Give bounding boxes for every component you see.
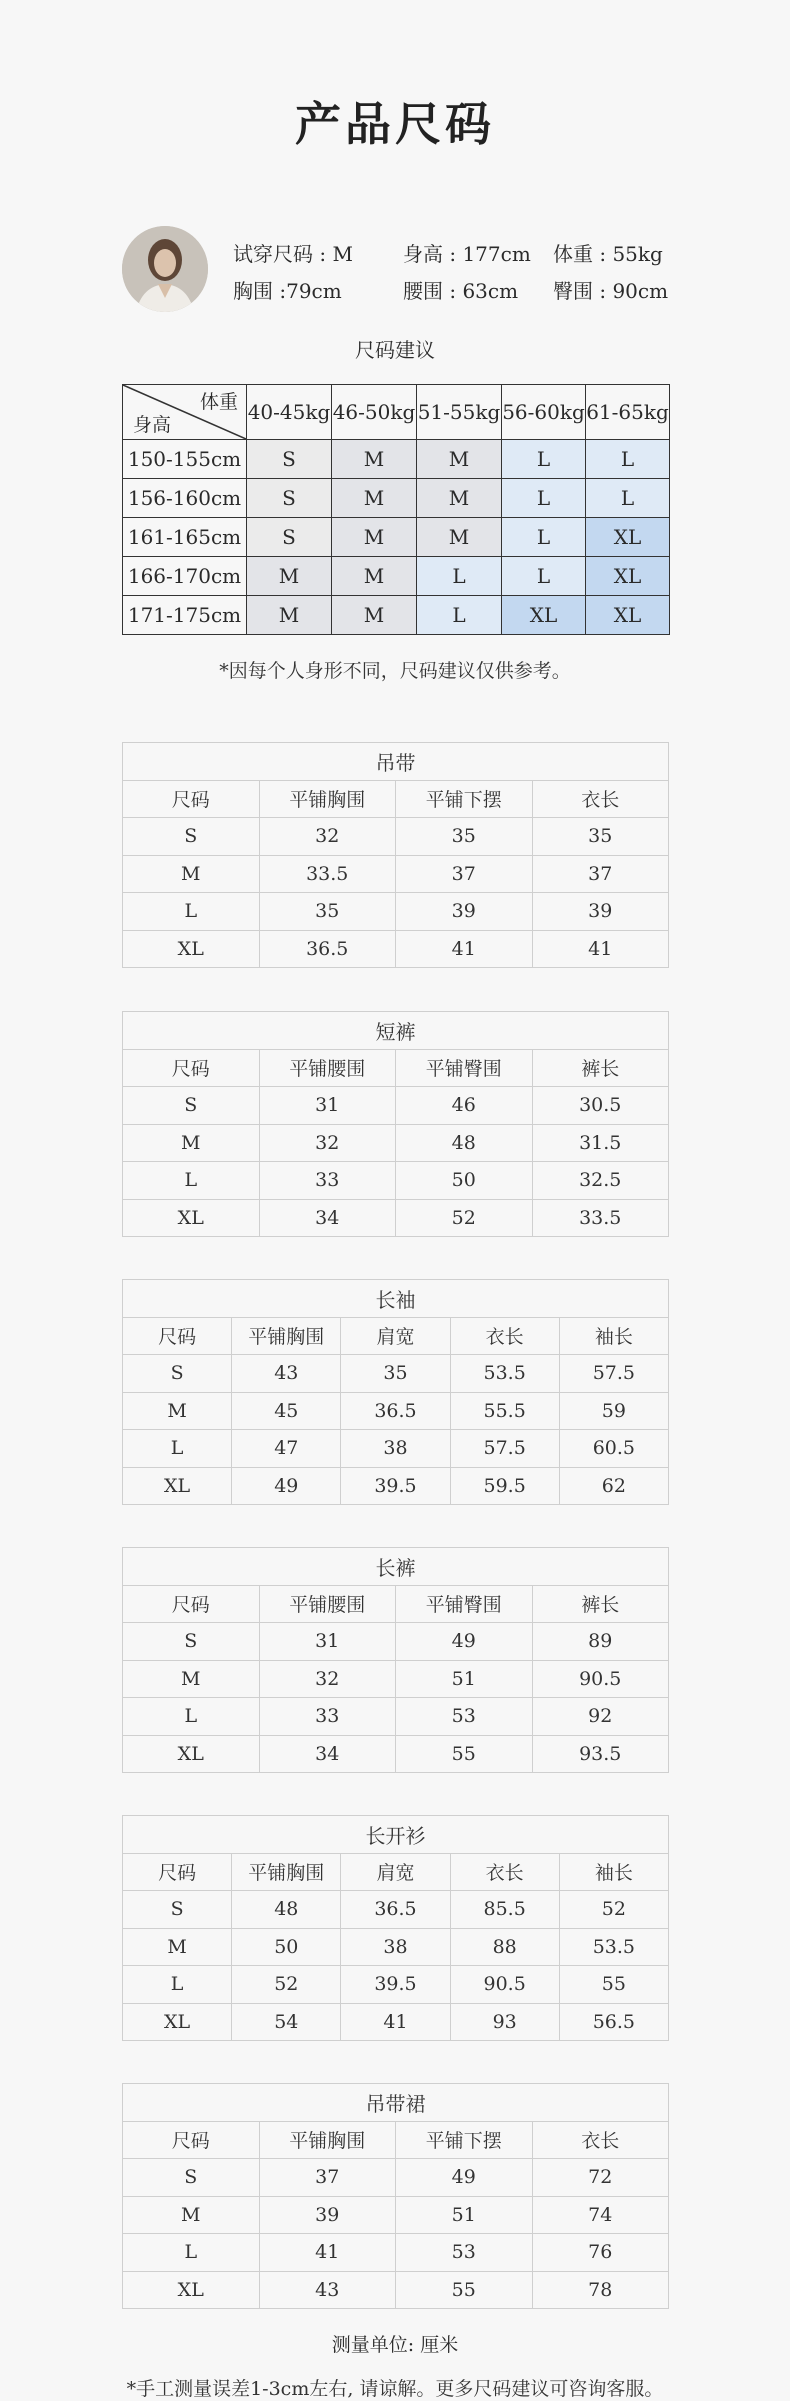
table-cell: 72 [532, 2159, 669, 2197]
table-header-row [123, 1317, 669, 1355]
column-header: 平铺臀围 [396, 1049, 533, 1087]
table-cell: S [123, 818, 260, 856]
table-cell: XL [123, 1199, 260, 1237]
table-cell: 41 [532, 930, 669, 968]
table-row [123, 893, 669, 931]
model-avatar [122, 226, 208, 312]
table-cell: 92 [532, 1698, 669, 1736]
table-cell: XL [123, 930, 260, 968]
height-label: 150-155cm [123, 440, 247, 479]
table-cell: 41 [341, 2003, 450, 2041]
recommend-note: *因每个人身形不同，尺码建议仅供参考。 [219, 660, 571, 682]
table-cell: XL [123, 1735, 260, 1773]
table-title: 长开衫 [123, 1816, 669, 1854]
model-bust: 胸围 :79cm [233, 279, 342, 303]
table-cell: 32 [259, 1660, 396, 1698]
table-cell: 50 [232, 1928, 341, 1966]
table-cell: 32.5 [532, 1162, 669, 1200]
table-cell: 56.5 [559, 2003, 668, 2041]
table-header-row [123, 780, 669, 818]
size-cell: M [417, 479, 502, 518]
table-cell: 74 [532, 2196, 669, 2234]
recommend-row [123, 518, 670, 557]
unit-label: 测量单位: 厘米 [331, 2334, 459, 2356]
table-cell: M [123, 1392, 232, 1430]
size-cell: S [247, 479, 332, 518]
size-cell: M [247, 557, 332, 596]
size-table-long-sleeve [122, 1279, 669, 1505]
table-cell: 48 [396, 1124, 533, 1162]
table-row [123, 2271, 669, 2309]
table-cell: 39.5 [341, 1467, 450, 1505]
size-cell: L [586, 479, 670, 518]
size-cell: S [247, 440, 332, 479]
size-cell: XL [502, 596, 586, 635]
table-cell: 41 [396, 930, 533, 968]
table-cell: M [123, 855, 260, 893]
table-cell: 34 [259, 1199, 396, 1237]
table-cell: 36.5 [259, 930, 396, 968]
table-cell: 37 [259, 2159, 396, 2197]
table-cell: 33.5 [259, 855, 396, 893]
table-cell: L [123, 1162, 260, 1200]
table-header-row [123, 1049, 669, 1087]
table-cell: 36.5 [341, 1392, 450, 1430]
column-header: 平铺胸围 [232, 1853, 341, 1891]
table-cell: 49 [396, 1623, 533, 1661]
model-height: 身高 : 177cm [403, 242, 531, 266]
table-cell: S [123, 1355, 232, 1393]
size-cell: XL [586, 518, 670, 557]
column-header: 裤长 [532, 1585, 669, 1623]
table-row [123, 1698, 669, 1736]
size-cell: M [332, 440, 417, 479]
table-cell: 48 [232, 1891, 341, 1929]
table-cell: 35 [341, 1355, 450, 1393]
table-cell: 30.5 [532, 1087, 669, 1125]
table-cell: 90.5 [450, 1966, 559, 2004]
table-row [123, 1891, 669, 1929]
column-header: 袖长 [559, 1853, 668, 1891]
table-cell: XL [123, 1467, 232, 1505]
table-row [123, 1162, 669, 1200]
table-row [123, 1430, 669, 1468]
size-cell: L [502, 479, 586, 518]
column-header: 肩宽 [341, 1317, 450, 1355]
size-table-trousers [122, 1547, 669, 1773]
model-hip: 臀围 : 90cm [553, 279, 669, 303]
column-header: 尺码 [123, 1049, 260, 1087]
table-header-row [123, 2121, 669, 2159]
table-cell: 32 [259, 1124, 396, 1162]
table-cell: 57.5 [450, 1430, 559, 1468]
table-cell: 57.5 [559, 1355, 668, 1393]
table-cell: 51 [396, 1660, 533, 1698]
weight-header: 56-60kg [502, 385, 586, 440]
table-row [123, 1392, 669, 1430]
column-header: 衣长 [532, 780, 669, 818]
table-cell: 54 [232, 2003, 341, 2041]
table-header-row [123, 1585, 669, 1623]
table-cell: 31 [259, 1623, 396, 1661]
table-cell: 39.5 [341, 1966, 450, 2004]
table-cell: 33 [259, 1162, 396, 1200]
table-cell: 52 [396, 1199, 533, 1237]
column-header: 裤长 [532, 1049, 669, 1087]
column-header: 衣长 [532, 2121, 669, 2159]
size-table-slip-dress [122, 2083, 669, 2309]
model-info [233, 236, 693, 310]
weight-header: 61-65kg [586, 385, 670, 440]
table-cell: 55.5 [450, 1392, 559, 1430]
table-title: 长裤 [123, 1548, 669, 1586]
size-cell: M [332, 557, 417, 596]
column-header: 平铺腰围 [259, 1585, 396, 1623]
table-row [123, 1199, 669, 1237]
table-cell: 31.5 [532, 1124, 669, 1162]
column-header: 肩宽 [341, 1853, 450, 1891]
table-cell: 35 [259, 893, 396, 931]
table-cell: M [123, 2196, 260, 2234]
table-cell: 89 [532, 1623, 669, 1661]
page-title: 产品尺码 [295, 97, 495, 151]
table-row [123, 1966, 669, 2004]
table-cell: 45 [232, 1392, 341, 1430]
table-cell: 59.5 [450, 1467, 559, 1505]
table-cell: L [123, 2234, 260, 2272]
table-row [123, 2234, 669, 2272]
table-cell: 53 [396, 1698, 533, 1736]
table-cell: 88 [450, 1928, 559, 1966]
table-cell: 59 [559, 1392, 668, 1430]
weight-header: 46-50kg [332, 385, 417, 440]
table-cell: L [123, 1698, 260, 1736]
height-label: 171-175cm [123, 596, 247, 635]
table-cell: 52 [559, 1891, 668, 1929]
size-cell: M [417, 518, 502, 557]
table-cell: XL [123, 2271, 260, 2309]
table-cell: 53.5 [450, 1355, 559, 1393]
table-cell: M [123, 1928, 232, 1966]
table-header-row [123, 1853, 669, 1891]
column-header: 衣长 [450, 1317, 559, 1355]
column-header: 袖长 [559, 1317, 668, 1355]
size-cell: M [417, 440, 502, 479]
size-cell: XL [586, 557, 670, 596]
column-header: 平铺胸围 [259, 2121, 396, 2159]
table-cell: 50 [396, 1162, 533, 1200]
table-row [123, 2159, 669, 2197]
table-cell: 49 [396, 2159, 533, 2197]
table-cell: 55 [559, 1966, 668, 2004]
table-title: 短裤 [123, 1012, 669, 1050]
table-row [123, 2003, 669, 2041]
recommend-header-row [123, 385, 670, 440]
table-cell: L [123, 893, 260, 931]
size-cell: L [502, 440, 586, 479]
table-cell: 39 [396, 893, 533, 931]
table-cell: S [123, 1891, 232, 1929]
table-cell: 43 [259, 2271, 396, 2309]
size-cell: M [247, 596, 332, 635]
column-header: 平铺臀围 [396, 1585, 533, 1623]
height-label: 156-160cm [123, 479, 247, 518]
table-title: 吊带 [123, 743, 669, 781]
table-cell: 39 [259, 2196, 396, 2234]
size-cell: L [586, 440, 670, 479]
model-try-size: 试穿尺码 : M [233, 242, 353, 266]
table-cell: 85.5 [450, 1891, 559, 1929]
column-header: 平铺腰围 [259, 1049, 396, 1087]
table-cell: M [123, 1124, 260, 1162]
column-header: 尺码 [123, 2121, 260, 2159]
size-recommend-table [122, 384, 670, 635]
table-cell: 37 [532, 855, 669, 893]
table-cell: 55 [396, 1735, 533, 1773]
table-cell: 90.5 [532, 1660, 669, 1698]
corner-height-label: 身高 [133, 414, 172, 436]
table-cell: 60.5 [559, 1430, 668, 1468]
table-cell: 37 [396, 855, 533, 893]
size-cell: M [332, 596, 417, 635]
table-row [123, 930, 669, 968]
table-cell: S [123, 1623, 260, 1661]
table-row [123, 855, 669, 893]
disclaimer-note: *手工测量误差1-3cm左右, 请谅解。更多尺码建议可咨询客服。 [126, 2378, 664, 2400]
table-row [123, 2196, 669, 2234]
recommend-title: 尺码建议 [355, 338, 435, 362]
model-waist: 腰围 : 63cm [403, 279, 519, 303]
size-cell: L [417, 557, 502, 596]
table-cell: 51 [396, 2196, 533, 2234]
table-cell: 41 [259, 2234, 396, 2272]
table-cell: 55 [396, 2271, 533, 2309]
column-header: 尺码 [123, 1853, 232, 1891]
table-row [123, 1087, 669, 1125]
table-cell: 43 [232, 1355, 341, 1393]
table-cell: 62 [559, 1467, 668, 1505]
table-cell: 34 [259, 1735, 396, 1773]
column-header: 平铺下摆 [396, 780, 533, 818]
table-cell: S [123, 2159, 260, 2197]
column-header: 平铺胸围 [232, 1317, 341, 1355]
table-row [123, 1355, 669, 1393]
column-header: 尺码 [123, 1585, 260, 1623]
size-table-cardigan [122, 1815, 669, 2041]
table-cell: 38 [341, 1928, 450, 1966]
table-cell: L [123, 1430, 232, 1468]
model-photo-icon [122, 226, 208, 312]
height-label: 166-170cm [123, 557, 247, 596]
table-cell: M [123, 1660, 260, 1698]
table-cell: 33.5 [532, 1199, 669, 1237]
table-cell: 93 [450, 2003, 559, 2041]
table-cell: XL [123, 2003, 232, 2041]
weight-header: 51-55kg [417, 385, 502, 440]
size-cell: L [502, 518, 586, 557]
corner-weight-label: 体重 [199, 391, 238, 413]
table-title: 吊带裙 [123, 2084, 669, 2122]
table-title: 长袖 [123, 1280, 669, 1318]
table-cell: 36.5 [341, 1891, 450, 1929]
size-cell: L [502, 557, 586, 596]
table-row [123, 1660, 669, 1698]
table-row [123, 818, 669, 856]
column-header: 平铺下摆 [396, 2121, 533, 2159]
table-cell: 35 [396, 818, 533, 856]
table-cell: L [123, 1966, 232, 2004]
size-table-camisole [122, 742, 669, 968]
table-cell: 53 [396, 2234, 533, 2272]
table-row [123, 1735, 669, 1773]
recommend-row [123, 440, 670, 479]
size-cell: S [247, 518, 332, 557]
table-row [123, 1928, 669, 1966]
table-cell: 93.5 [532, 1735, 669, 1773]
table-cell: 47 [232, 1430, 341, 1468]
table-cell: 33 [259, 1698, 396, 1736]
model-weight: 体重 : 55kg [553, 242, 663, 266]
table-cell: 46 [396, 1087, 533, 1125]
table-cell: 31 [259, 1087, 396, 1125]
table-cell: 49 [232, 1467, 341, 1505]
table-cell: 32 [259, 818, 396, 856]
size-table-shorts [122, 1011, 669, 1237]
recommend-corner-cell [123, 385, 247, 440]
table-cell: 78 [532, 2271, 669, 2309]
table-cell: 53.5 [559, 1928, 668, 1966]
size-cell: M [332, 479, 417, 518]
table-cell: S [123, 1087, 260, 1125]
table-cell: 39 [532, 893, 669, 931]
table-cell: 52 [232, 1966, 341, 2004]
recommend-row [123, 557, 670, 596]
recommend-row [123, 479, 670, 518]
column-header: 尺码 [123, 780, 260, 818]
weight-header: 40-45kg [247, 385, 332, 440]
column-header: 衣长 [450, 1853, 559, 1891]
table-row [123, 1467, 669, 1505]
table-cell: 35 [532, 818, 669, 856]
recommend-row [123, 596, 670, 635]
table-cell: 76 [532, 2234, 669, 2272]
size-cell: XL [586, 596, 670, 635]
column-header: 平铺胸围 [259, 780, 396, 818]
column-header: 尺码 [123, 1317, 232, 1355]
table-row [123, 1124, 669, 1162]
size-cell: L [417, 596, 502, 635]
table-cell: 38 [341, 1430, 450, 1468]
size-cell: M [332, 518, 417, 557]
height-label: 161-165cm [123, 518, 247, 557]
table-row [123, 1623, 669, 1661]
